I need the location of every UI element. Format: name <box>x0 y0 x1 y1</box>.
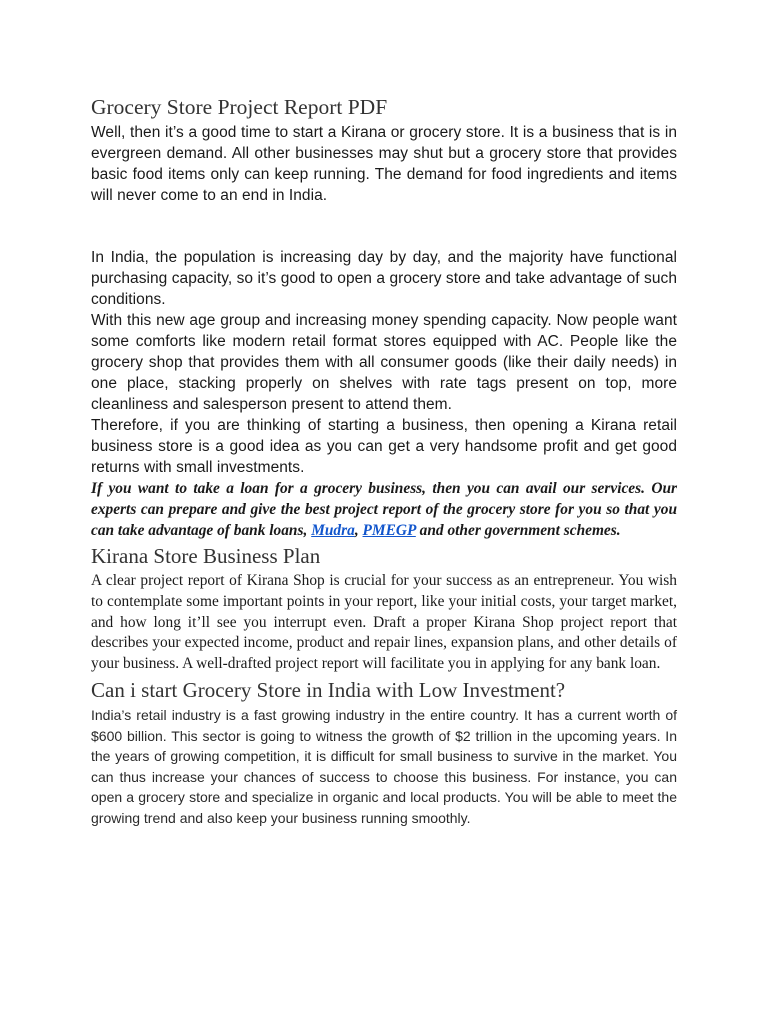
pmegp-link[interactable]: PMEGP <box>362 522 416 539</box>
paragraph-gap <box>91 206 677 247</box>
loan-callout <box>91 478 677 541</box>
low-investment-section-body: India’s retail industry is a fast growing industry in the entire country. It has a current worth of $600 billion. This sector is going to witness the growth of $2 trillion in the upcoming years. In the years of growing competition, it is difficult for small business to survive in the market. You can thus increase your chances of success to choose this business. For instance, you can open a grocery store and specialize in organic and local products. You will be able to meet the growing trend and also keep your business running smoothly. <box>91 706 677 826</box>
document-page <box>91 92 677 829</box>
callout-separator: , <box>354 522 363 539</box>
mudra-link[interactable]: Mudra <box>311 522 355 539</box>
low-investment-section-heading: Can i start Grocery Store in India with Low Investment? <box>91 677 566 702</box>
therefore-paragraph: Therefore, if you are thinking of starting a business, then opening a Kirana retail business store is a good idea as you can get a very handsome profit and get good returns with small investments. <box>91 417 677 476</box>
population-paragraph: In India, the population is increasing day by day, and the majority have functional purchasing capacity, so it’s good to open a grocery store and take advantage of such conditions. <box>91 249 677 308</box>
kirana-section-heading: Kirana Store Business Plan <box>91 544 321 568</box>
document-title: Grocery Store Project Report PDF <box>91 95 388 119</box>
age-group-paragraph: With this new age group and increasing money spending capacity. Now people want some comforts like modern retail format stores equipped with AC. People like the grocery shop that provides them with all consumer goods (like their daily needs) in one place, stacking properly on shelves with rate tags present on top, more cleanliness and salesperson present to attend them. <box>91 312 677 413</box>
kirana-section-body: A clear project report of Kirana Shop is crucial for your success as an entrepreneur. You wish to contemplate some important points in your report, like your initial costs, your target market, and how long it’ll see you interrupt even. Draft a proper Kirana Shop project report that describes your expected income, product and repair lines, expansion plans, and other details of your business. A well-drafted project report will facilitate you in applying for any bank loan. <box>91 572 677 673</box>
intro-paragraph: Well, then it’s a good time to start a Kirana or grocery store. It is a business that is in evergreen demand. All other businesses may shut but a grocery store that provides basic food items only can keep running. The demand for food ingredients and items will never come to an end in India. <box>91 124 677 204</box>
callout-text-after: and other government schemes. <box>415 522 621 539</box>
callout-text-before: If you want to take a loan for a grocery business, then you can avail our services. Our experts can prepare and give the best project report of the grocery store for you so that you can take advantage of bank loans, <box>91 480 677 539</box>
